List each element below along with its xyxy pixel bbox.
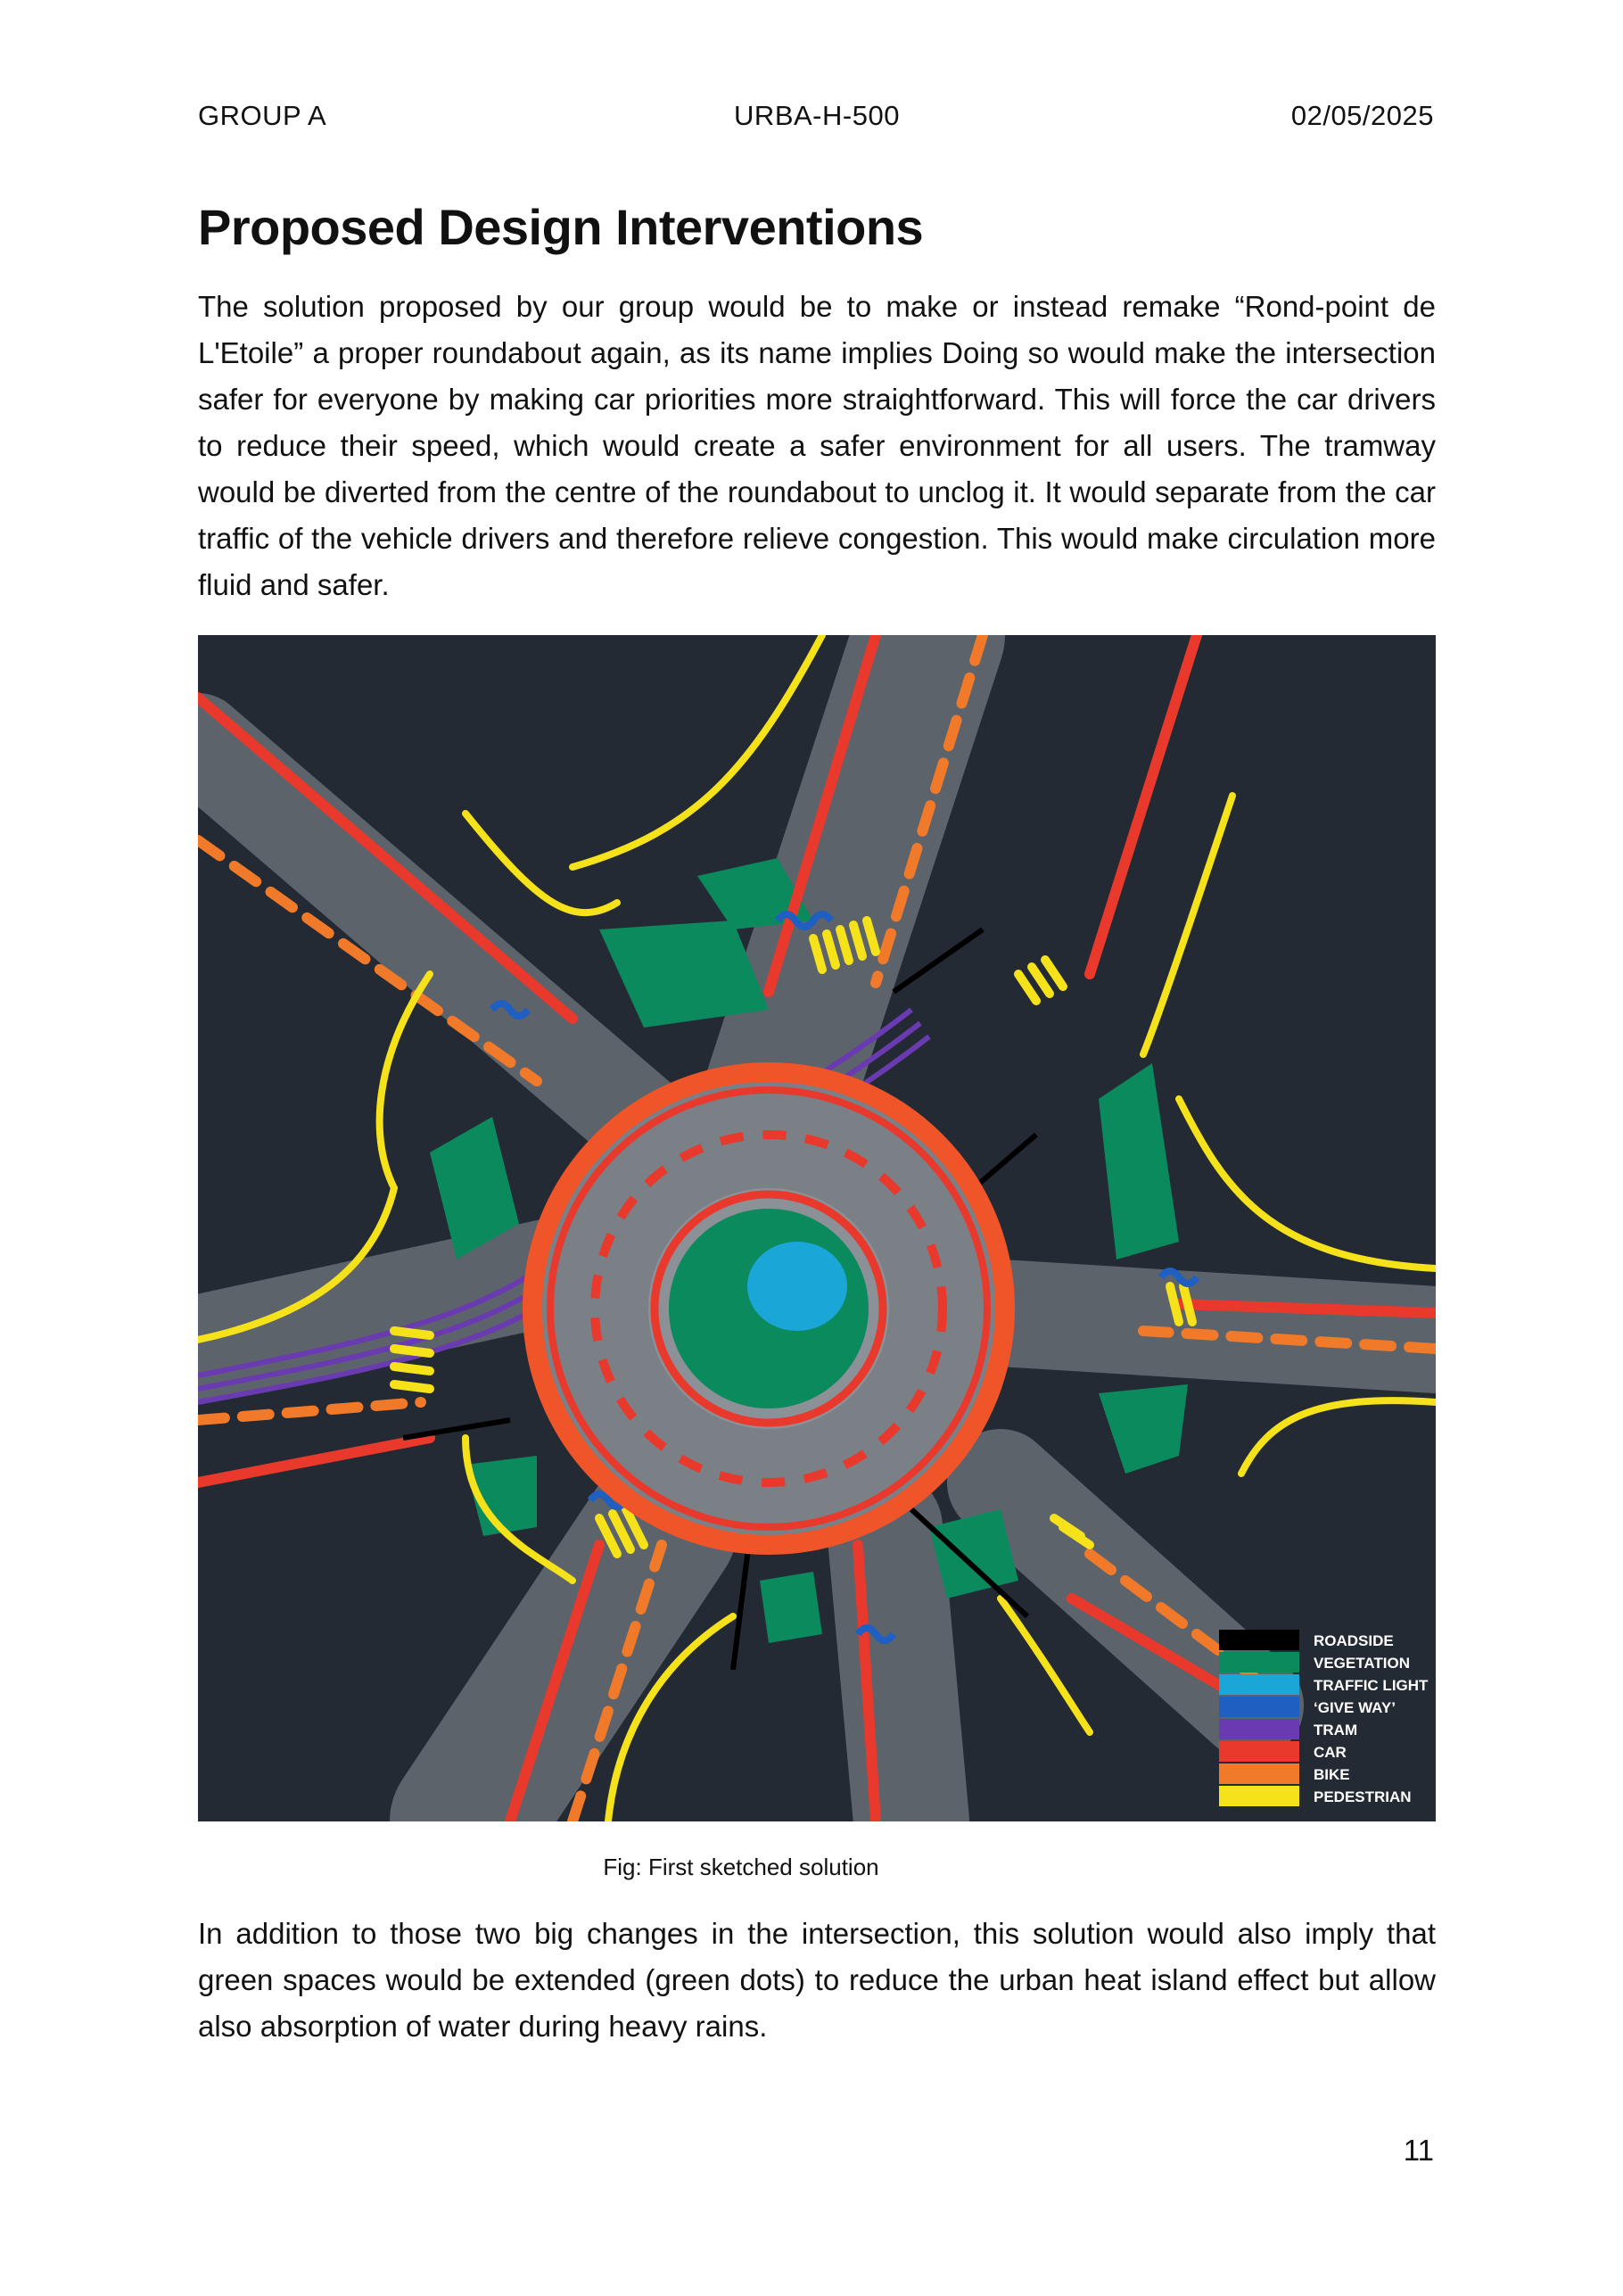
legend-label: TRAM (1314, 1722, 1358, 1739)
header-course-code: URBA-H-500 (734, 100, 900, 131)
figure-caption: Fig: First sketched solution (603, 1854, 879, 1880)
legend-swatch (1219, 1652, 1299, 1672)
legend-swatch (1219, 1786, 1299, 1806)
page-number: 11 (1403, 2134, 1434, 2167)
legend-swatch (1219, 1719, 1299, 1739)
legend-label: CAR (1314, 1744, 1347, 1761)
section-title: Proposed Design Interventions (198, 199, 924, 255)
legend-swatch (1219, 1741, 1299, 1762)
central-water-feature (747, 1242, 847, 1331)
legend-label: TRAFFIC LIGHT (1314, 1677, 1429, 1694)
roundabout (532, 1072, 1005, 1545)
legend-label: ‘GIVE WAY’ (1314, 1699, 1396, 1716)
legend-swatch (1219, 1630, 1299, 1650)
header-group: GROUP A (198, 100, 327, 131)
intro-paragraph: The solution proposed by our group would be to make or instead remake “Rond-point de L'Etoile” a proper roundabout again, as its name implies Doing so would make the intersection safer for everyone by making car priorities more straightforward. This will force the car drivers to reduce their speed, which would create a safer environment for all users. The tramway would be diverted from the centre of the roundabout to unclog it. It would separate from the car traffic of the vehicle drivers and therefore relieve congestion. This would make circulation more fluid and safer. (198, 290, 1436, 601)
legend-swatch (1219, 1763, 1299, 1784)
legend-label: ROADSIDE (1314, 1632, 1394, 1649)
header-date: 02/05/2025 (1290, 100, 1434, 131)
closing-paragraph: In addition to those two big changes in the intersection, this solution would also imply that green spaces would be extended (green dots) to reduce the urban heat island effect but allow also absorption of water during heavy rains. (198, 1917, 1436, 2043)
legend-label: BIKE (1314, 1766, 1350, 1783)
legend-label: VEGETATION (1314, 1655, 1410, 1672)
legend-label: PEDESTRIAN (1314, 1788, 1412, 1805)
legend-swatch (1219, 1697, 1299, 1717)
roundabout-sketch-figure (198, 635, 1436, 1821)
legend-swatch (1219, 1674, 1299, 1695)
roundabout-sketch-map (198, 635, 1436, 1821)
